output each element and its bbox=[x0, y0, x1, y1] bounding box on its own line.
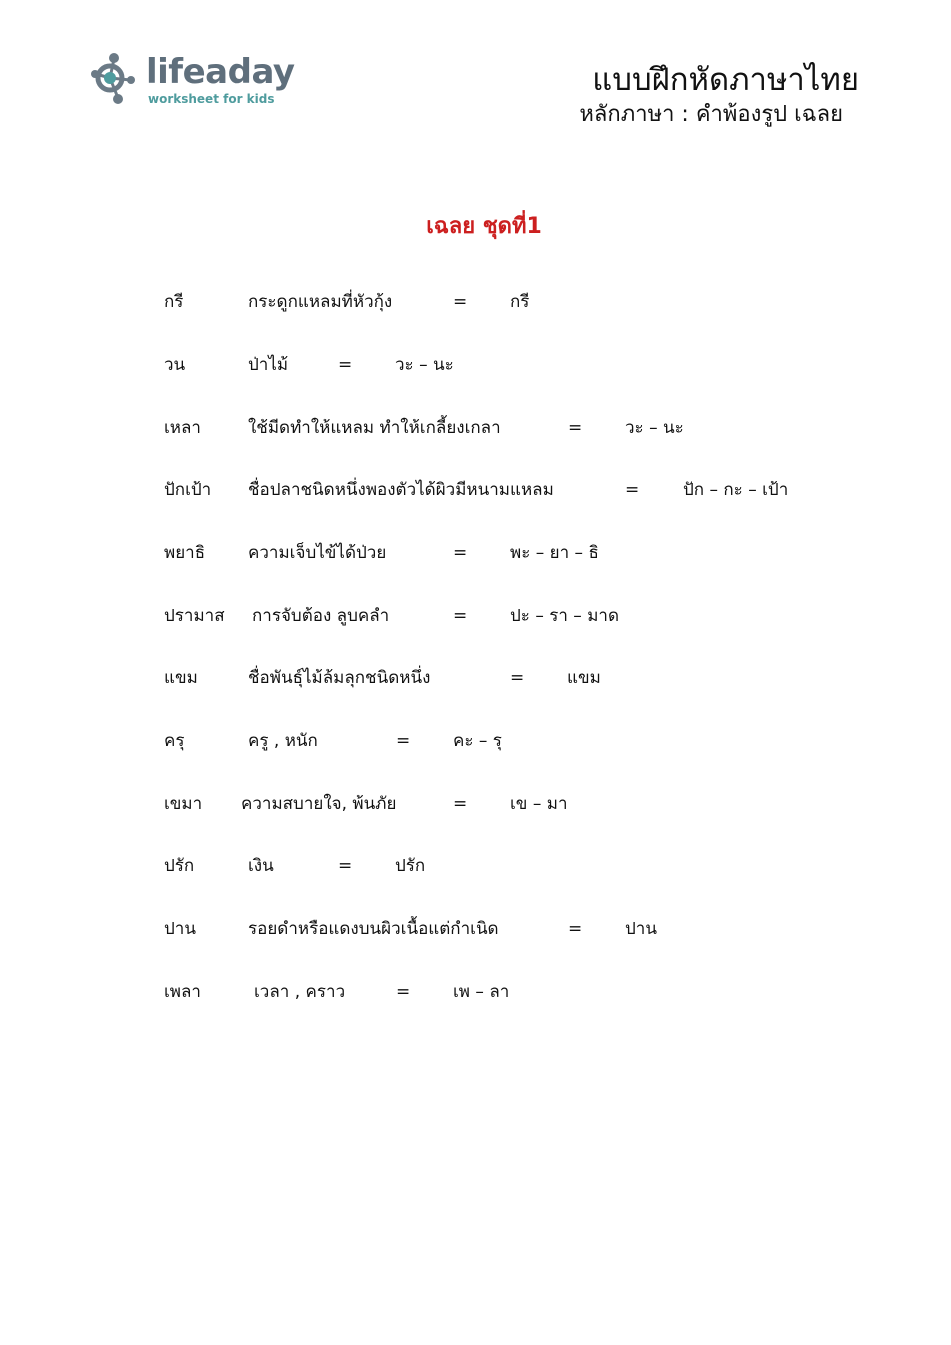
row-meaning: ความสบายใจ, พ้นภัย bbox=[241, 794, 397, 814]
row-equals: = bbox=[338, 856, 353, 876]
row-meaning: ความเจ็บไข้ได้ป่วย bbox=[248, 543, 387, 563]
row-meaning: ชื่อปลาชนิดหนึ่งพองตัวได้ผิวมีหนามแหลม bbox=[248, 480, 554, 500]
row-meaning: ครู , หนัก bbox=[248, 731, 318, 751]
row-word: วน bbox=[164, 355, 186, 375]
row-answer: ปรัก bbox=[395, 856, 426, 876]
row-answer: ปาน bbox=[625, 919, 657, 939]
lifeaday-logo bbox=[90, 50, 295, 110]
row-equals: = bbox=[453, 292, 468, 312]
row-equals: = bbox=[396, 731, 411, 751]
row-word: ปรัก bbox=[164, 856, 195, 876]
row-meaning: ป่าไม้ bbox=[248, 355, 289, 375]
row-meaning: เงิน bbox=[248, 856, 274, 876]
row-meaning: ชื่อพันธุ์ไม้ล้มลุกชนิดหนึ่ง bbox=[248, 668, 431, 688]
row-equals: = bbox=[510, 668, 525, 688]
row-equals: = bbox=[453, 606, 468, 626]
row-word: ปักเป้า bbox=[164, 480, 212, 500]
row-word: ปรามาส bbox=[164, 606, 225, 626]
page-subtitle: หลักภาษา : คำพ้องรูป เฉลย bbox=[579, 102, 843, 127]
row-equals: = bbox=[568, 418, 583, 438]
brand-tagline: worksheet for kids bbox=[148, 92, 275, 106]
molecule-logo-icon bbox=[90, 50, 146, 110]
answer-set-title: เฉลย ชุดที่1 bbox=[426, 214, 542, 239]
row-word: เขมา bbox=[164, 794, 203, 814]
row-equals: = bbox=[568, 919, 583, 939]
row-answer: คะ – รุ bbox=[453, 731, 502, 751]
row-equals: = bbox=[625, 480, 640, 500]
row-answer: เพ – ลา bbox=[453, 982, 510, 1002]
row-answer: วะ – นะ bbox=[395, 355, 454, 375]
row-answer: วะ – นะ bbox=[625, 418, 684, 438]
row-equals: = bbox=[396, 982, 411, 1002]
row-word: แขม bbox=[164, 668, 198, 688]
row-word: เพลา bbox=[164, 982, 201, 1002]
row-word: เหลา bbox=[164, 418, 201, 438]
row-equals: = bbox=[453, 794, 468, 814]
row-word: ครุ bbox=[164, 731, 185, 751]
row-answer: เข – มา bbox=[510, 794, 568, 814]
brand-name: lifeaday bbox=[146, 52, 295, 92]
row-meaning: ใช้มีดทำให้แหลม ทำให้เกลี้ยงเกลา bbox=[248, 418, 501, 438]
row-word: กรี bbox=[164, 292, 184, 312]
row-meaning: กระดูกแหลมที่หัวกุ้ง bbox=[248, 292, 393, 312]
row-meaning: รอยดำหรือแดงบนผิวเนื้อแต่กำเนิด bbox=[248, 919, 499, 939]
page-title: แบบฝึกหัดภาษาไทย bbox=[592, 62, 859, 98]
row-answer: แขม bbox=[567, 668, 601, 688]
row-meaning: การจับต้อง ลูบคลำ bbox=[252, 606, 390, 626]
row-answer: ปัก – กะ – เป้า bbox=[683, 480, 789, 500]
row-word: ปาน bbox=[164, 919, 196, 939]
row-answer: พะ – ยา – ธิ bbox=[510, 543, 599, 563]
row-equals: = bbox=[453, 543, 468, 563]
row-meaning: เวลา , คราว bbox=[254, 982, 346, 1002]
row-answer: กรี bbox=[510, 292, 530, 312]
row-answer: ปะ – รา – มาด bbox=[510, 606, 620, 626]
row-word: พยาธิ bbox=[164, 543, 206, 563]
row-equals: = bbox=[338, 355, 353, 375]
